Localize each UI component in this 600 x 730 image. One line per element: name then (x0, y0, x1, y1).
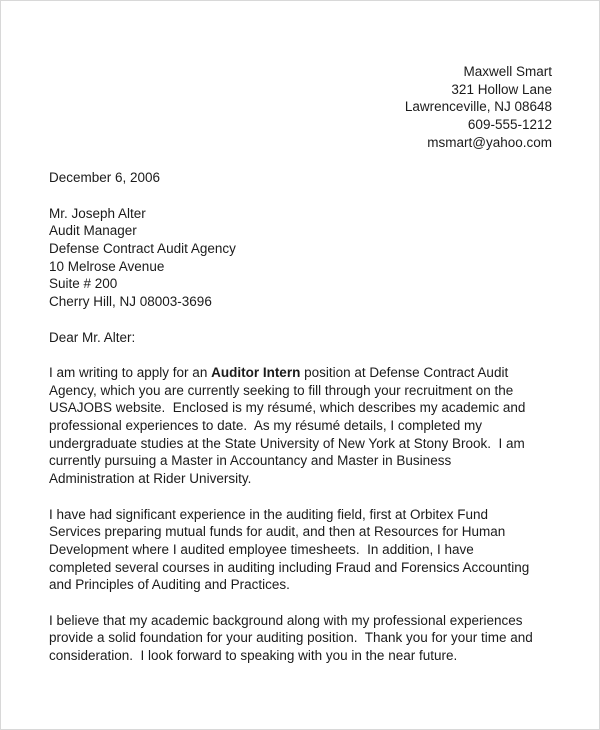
paragraph1-line-1 (49, 364, 552, 382)
sender-email: msmart@yahoo.com (427, 134, 552, 150)
body-paragraph-2 (49, 506, 552, 595)
recipient-company: Defense Contract Audit Agency (49, 241, 236, 256)
paragraph1-line-2: Agency, which you are currently seeking to fill through your recruitment on the (49, 382, 514, 398)
recipient-address-block (49, 205, 552, 311)
recipient-street: 10 Melrose Avenue (49, 258, 165, 274)
paragraph1-line1-prefix: I am writing to apply for an (49, 364, 212, 380)
sender-phone: 609-555-1212 (467, 117, 552, 133)
paragraph2-line-4: completed several courses in auditing including Fraud and Forensics Accounting (49, 559, 530, 575)
salutation-block (49, 329, 552, 347)
sender-address-block (49, 63, 552, 152)
paragraph1-line-3: USAJOBS website. Enclosed is my résumé, which describes my academic and (49, 400, 526, 416)
paragraph1-line-5: undergraduate studies at the State University of New York at Stony Brook. I am (49, 435, 525, 451)
paragraph1-line1-suffix: position at Defense Contract Audit (300, 364, 509, 380)
paragraph1-line-4: professional experiences to date. As my résumé details, I completed my (49, 418, 482, 433)
letter-date: December 6, 2006 (49, 170, 161, 186)
paragraph2-line-5: and Principles of Auditing and Practices. (49, 577, 290, 593)
body-paragraph-3 (49, 612, 552, 665)
paragraph1-line-6: currently pursuing a Master in Accountancy and Master in Business (49, 453, 452, 469)
paragraph1-line-7: Administration at Rider University. (49, 471, 252, 487)
salutation: Dear Mr. Alter: (49, 329, 136, 345)
recipient-suite: Suite # 200 (49, 276, 118, 292)
sender-name: Maxwell Smart (463, 64, 552, 79)
recipient-name: Mr. Joseph Alter (49, 205, 146, 221)
paragraph3-line-1: I believe that my academic background along with my professional experiences (49, 612, 523, 628)
paragraph2-line-1: I have had significant experience in the auditing field, first at Orbitex Fund (49, 506, 489, 522)
position-title-bold: Auditor Intern (211, 364, 301, 380)
paragraph2-line-2: Services preparing mutual funds for audit, and then at Resources for Human (49, 524, 506, 540)
recipient-city-state-zip: Cherry Hill, NJ 08003-3696 (49, 294, 212, 310)
sender-city-state-zip: Lawrenceville, NJ 08648 (404, 99, 552, 115)
paragraph3-line-2: provide a solid foundation for your auditing position. Thank you for your time and (49, 630, 533, 646)
paragraph3-line-3: consideration. I look forward to speaking with you in the near future. (49, 648, 458, 664)
paragraph2-line-3: Development where I audited employee timesheets. In addition, I have (49, 541, 474, 557)
sender-street: 321 Hollow Lane (451, 81, 552, 97)
date-block (49, 169, 552, 187)
body-paragraph-1 (49, 364, 552, 488)
recipient-title: Audit Manager (49, 223, 137, 239)
